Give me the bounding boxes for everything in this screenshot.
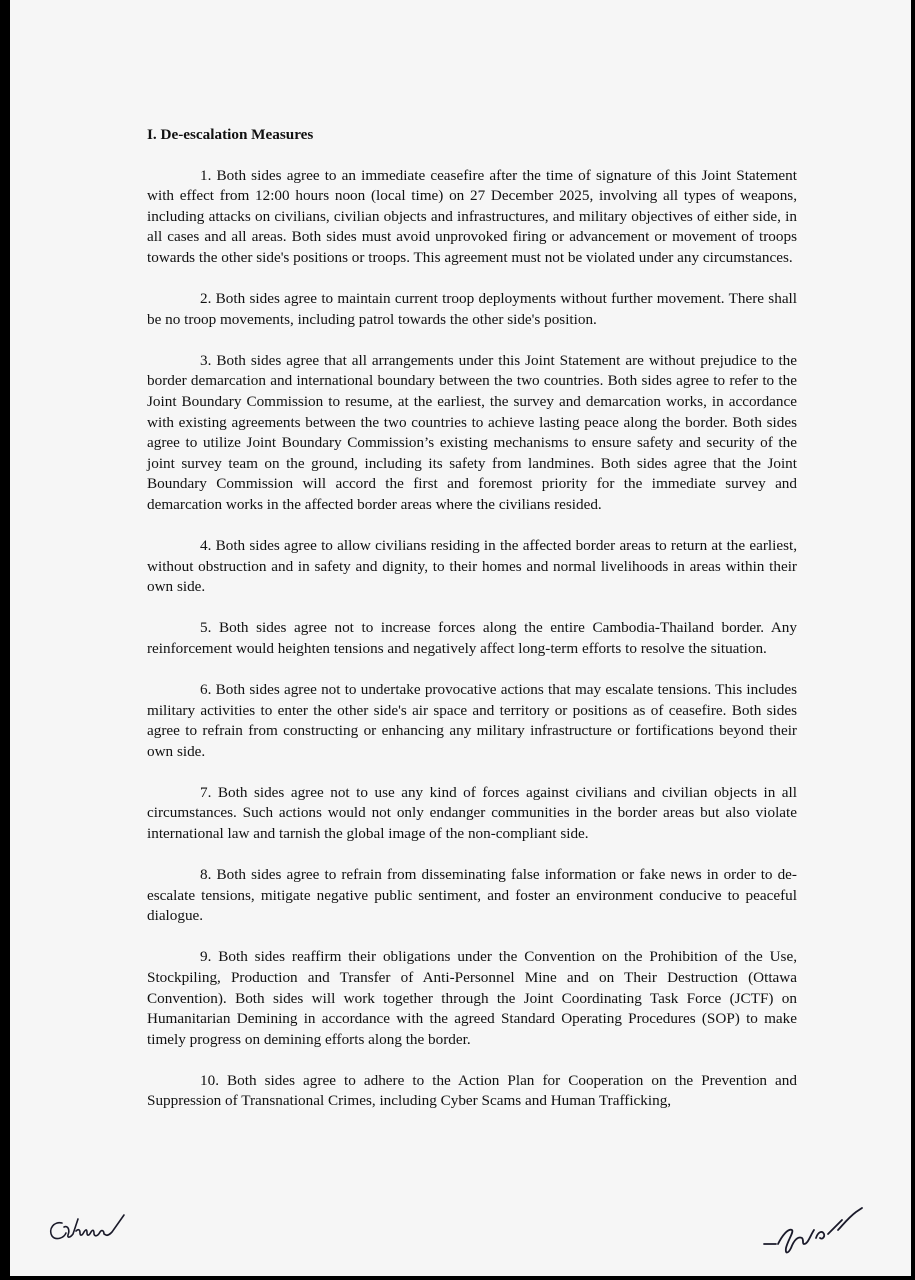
- paragraph-4: 4. Both sides agree to allow civilians residing in the affected border areas to return at the earliest, without obstruction and in safety and dignity, to their homes and normal livelihoods in areas within their own side.: [147, 537, 797, 596]
- initials-signature-left: [40, 1205, 135, 1250]
- paragraph-1: 1. Both sides agree to an immediate ceasefire after the time of signature of this Joint Statement with effect from 12:00 hours noon (local time) on 27 December 2025, involving all types of weapons, including attacks on civilians, civilian objects and infrastructures, and military objectives of either side, in all cases and all areas. Both sides must avoid unprovoked firing or advancement or movement of troops towards the other side's positions or troops. This agreement must not be violated under any circumstances.: [147, 166, 797, 266]
- paragraph-2: 2. Both sides agree to maintain current troop deployments without further movement. There shall be no troop movements, including patrol towards the other side's position.: [147, 290, 797, 328]
- paragraph-8: 8. Both sides agree to refrain from disseminating false information or fake news in order to de-escalate tensions, mitigate negative public sentiment, and foster an environment conducive to peaceful dialogue.: [147, 866, 797, 925]
- document-body: [147, 125, 797, 1112]
- document-page: [10, 0, 911, 1276]
- paragraph-5: 5. Both sides agree not to increase forces along the entire Cambodia-Thailand border. Any reinforcement would heighten tensions and negatively affect long-term efforts to resolve the situation.: [147, 619, 797, 657]
- paragraph-9: 9. Both sides reaffirm their obligations under the Convention on the Prohibition of the Use, Stockpiling, Production and Transfer of Anti-Personnel Mine and on Their Destruction (Ottawa Convention). Both sides will work together through the Joint Coordinating Task Force (JCTF) on Humanitarian Demining in accordance with the agreed Standard Operating Procedures (SOP) to make timely progress on demining efforts along the border.: [147, 948, 797, 1048]
- section-heading: I. De-escalation Measures: [147, 126, 314, 143]
- paragraph-10: 10. Both sides agree to adhere to the Action Plan for Cooperation on the Prevention and Suppression of Transnational Crimes, including Cyber Scams and Human Trafficking,: [147, 1071, 797, 1110]
- paragraph-6: 6. Both sides agree not to undertake provocative actions that may escalate tensions. This includes military activities to enter the other side's air space and territory or positions as of ceasefire. Both sides agree to refrain from constructing or enhancing any military infrastructure or fortifications beyond their own side.: [147, 680, 797, 760]
- paragraph-3: 3. Both sides agree that all arrangements under this Joint Statement are without prejudice to the border demarcation and international boundary between the two countries. Both sides agree to refer to the Joint Boundary Commission to resume, at the earliest, the survey and demarcation works, in accordance with existing agreements between the two countries to achieve lasting peace along the border. Both sides agree to utilize Joint Boundary Commission’s existing mechanisms to ensure safety and security of the joint survey team on the ground, including its safety from landmines. Both sides agree that the Joint Boundary Commission will accord the first and foremost priority for the immediate survey and demarcation works in the affected border areas where the civilians resided.: [147, 351, 797, 513]
- initials-signature-right: [758, 1200, 868, 1260]
- paragraph-7: 7. Both sides agree not to use any kind of forces against civilians and civilian objects in all circumstances. Such actions would not only endanger communities in the border areas but also violate international law and tarnish the global image of the non-compliant side.: [147, 783, 797, 843]
